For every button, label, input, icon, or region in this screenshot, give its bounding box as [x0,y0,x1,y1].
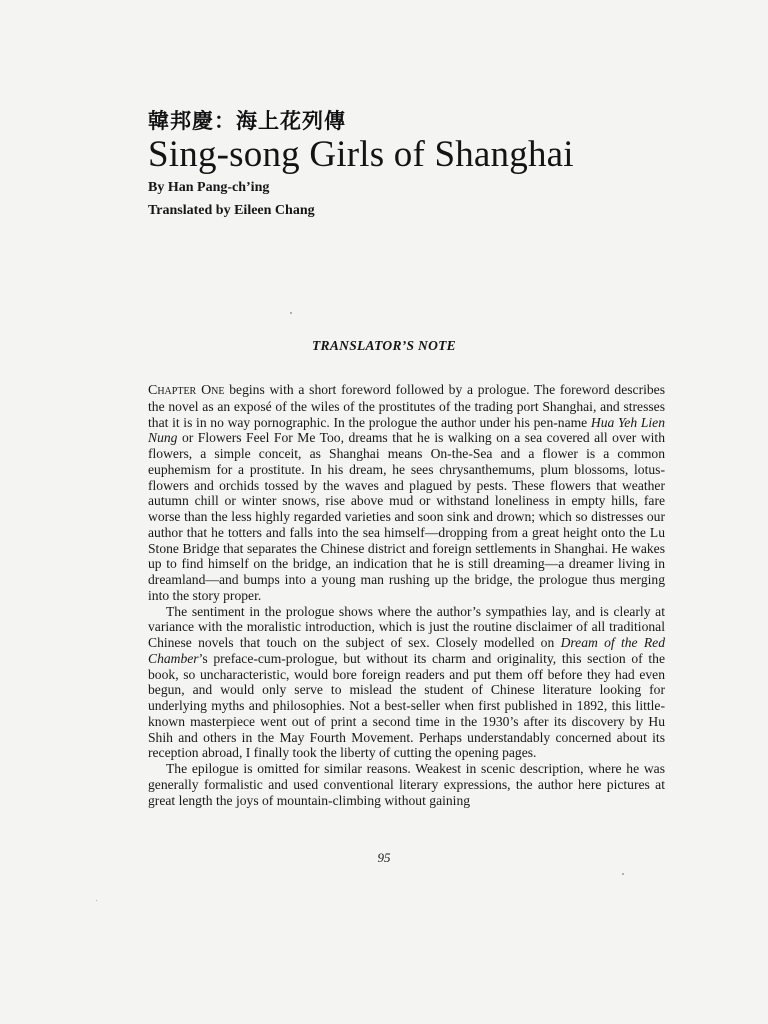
paragraph-2 [148,604,665,762]
paragraph-1 [148,382,665,604]
paper-speck [290,312,292,314]
page-number: 95 [377,850,391,865]
chinese-title: 韓邦慶：海上花列傳 [148,109,346,133]
paragraph-3: The epilogue is omitted for similar reasons. Weakest in scenic description, where he was generally formalistic and used conventional literary expressions, the author here pictures at great length the joys of mountain-climbing without gaining [148,761,665,808]
book-title: Dream of the Red Chamber [148,635,666,666]
author-byline: By Han Pang-ch’ing [148,180,270,195]
paragraph-2-text-a: The sentiment in the prologue shows where the author’s sympathies lay, and is clearly at variance with the moralistic introduction, which is just the routine disclaimer of all traditional Chinese novels that touch on the subject of sex. Closely modelled on [148,603,665,650]
section-heading: TRANSLATOR’S NOTE [311,338,456,353]
body-text [148,382,665,808]
translator-byline: Translated by Eileen Chang [148,203,315,218]
paragraph-1-text-a: begins with a short foreword followed by a prologue. The foreword describes the novel as an exposé of the wiles of the prostitutes of the trading port Shanghai, and stresses that it is in no way pornographic. In the prologue the author under his pen-name [148,382,665,430]
paragraph-2-text-b: ’s preface-cum-prologue, but without its charm and originality, this section of the book, so uncharacteristic, would bore foreign readers and put them off before they had even begun, and would only serve to mislead the student of Chinese literature looking for underlying myths and philosophies. Not a best-seller when first published in 1892, this little-known masterpiece went out of print a second time in the 1930’s after its discovery by Hu Shih and others in the May Fourth Movement. Perhaps understandably concerned about its reception abroad, I finally took the liberty of cutting the opening pages. [148,650,665,761]
pen-name: Hua Yeh Lien Nung [148,414,665,446]
paragraph-1-text-b: or Flowers Feel For Me Too, dreams that he is walking on a sea covered all over with flowers, a simple conceit, as Shanghai means On-the-Sea and a flower is a common euphemism for a prostitute. In his dream, he sees chrysanthemums, plum blossoms, lotus-flowers and orchids tossed by the waves and plagued by pests. These flowers that weather autumn chill or winter snows, rise above mud or withstand loneliness in empty hills, fare worse than the less highly regarded varieties and soon sink and drown; which so distresses our author that he totters and falls into the sea himself—dropping from a great height onto the Lu Stone Bridge that separates the Chinese district and foreign settlements in Shanghai. He wakes up to find himself on the bridge, an indication that he is still dreaming—a dreamer living in dreamland—and bumps into a young man rushing up the bridge, the prologue thus merging into the story proper. [148,430,665,603]
paper-speck [96,900,97,901]
chapter-lead: Chapter One [148,383,225,398]
page-title: Sing-song Girls of Shanghai [148,134,574,175]
paper-speck [622,873,624,875]
